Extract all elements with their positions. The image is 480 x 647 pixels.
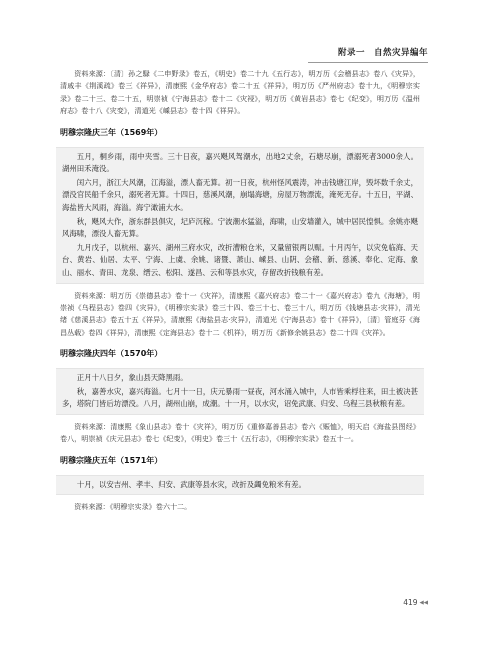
chronicle-paragraph: 五月，桐乡雨，雨中夹雪。三十日夜，嘉兴飓风驾潮水，出地2丈余，石塘尽崩，漂溺死者3000余人。湖州田禾淹没。 bbox=[62, 151, 418, 174]
chronicle-paragraph: 闰六月，浙江大风潮，江海溢，漂人畜无算。初一日夜，杭州怪风震涛，冲击钱塘江岸，毁坏数千余丈，漂没官民船千余只，溺死者无算。十四日，慈溪风潮，崩塌海塘，房屋万物漂流，淹死无存。十五日，平湖、海盐皆大风雨，海溢。海宁澉浦大水。 bbox=[62, 177, 418, 212]
source-note: 资料来源：〔清〕孙之騄《二申野录》卷五，《明史》卷二十九《五行志》，明万历《会稽县志》卷八《灾异》，清戚丰《荆溪疏》卷三《祥异》，清康熙《金华府志》卷二十五《祥异》，明万历《严州府志》卷十九，《明穆宗实录》卷二十三、卷二十五，明崇祯《宁海县志》卷十二《灾祲》，明万历《黄岩县志》卷七《纪变》，明万历《温州府志》卷十八《灾变》，清道光《嵊县志》卷十四《祥异》。 bbox=[60, 69, 420, 116]
chronicle-entries bbox=[56, 368, 424, 415]
chronicle-paragraph: 秋，嘉善水灾，嘉兴海溢。七月十一日，庆元暴雨一昼夜，河水涌入城中，人市皆乘桴往来，田土被决甚多，塔院门皆后坊漂没。八月，湖州山崩，成潮。十一月，以水灾，诏免武康、归安、乌程三县秋粮有差。 bbox=[62, 386, 418, 409]
section-heading: 明穆宗隆庆四年（1570年） bbox=[60, 349, 163, 359]
chronicle-entries bbox=[56, 147, 424, 284]
chronicle-paragraph: 十月，以安吉州、孝丰、归安、武康等县水灾，改折及蠲免粮米有差。 bbox=[76, 479, 306, 489]
page-number-text: 419 bbox=[403, 598, 418, 607]
chronicle-paragraph: 九月戊子，以杭州、嘉兴、湖州三府水灾，改折漕粮仓米，又量留银两以赈。十月丙午，以灾免临海、天台、黄岩、仙居、太平、宁海、上虞、余姚、诸暨、萧山、嵊县、山阴、会稽、新、慈溪、奉化、定海、象山、丽水、青田、龙泉、缙云、松阳、遂昌、云和等县水灾，存留改折钱粮有差。 bbox=[62, 242, 418, 277]
section-heading: 明穆宗隆庆三年（1569年） bbox=[60, 127, 163, 137]
chronicle-paragraph: 秋，飓风大作，浙东群县俱灾，圮庐沉稼。宁波潮水猛溢，海啸，山安墙灌入，城中居民惶惧。余姚亦飓风海啸，漂没人畜无算。 bbox=[62, 216, 418, 239]
section-heading: 明穆宗隆庆五年（1571年） bbox=[60, 455, 163, 465]
page-content bbox=[60, 68, 420, 516]
source-note: 资料来源：《明穆宗实录》卷六十二。 bbox=[74, 502, 192, 512]
page-number bbox=[403, 598, 428, 607]
source-note: 资料来源：明万历《崇德县志》卷十一《灾祥》，清康熙《嘉兴府志》卷二十一《嘉兴府志》卷九《海塘》，明崇祯《乌程县志》卷四《灾异》，《明穆宗实录》卷三十四、卷三十七、卷三十八，明万历《钱塘县志·灾祥》，清光绪《慈溪县志》卷五十五《祥异》，清康熙《海盐县志·灾异》，清道光《宁海县志》卷十《祥异》，〔清〕管庭芬《海昌丛载》卷四《祥异》，清康熙《定海县志》卷十二《机祥》，明万历《新修余姚县志》卷二十四《灾祥》。 bbox=[60, 290, 420, 337]
page-marker-icon: ◀◀ bbox=[419, 600, 428, 606]
running-header: 附录一 自然灾异编年 bbox=[308, 46, 428, 63]
source-note: 资料来源：清康熙《象山县志》卷十《灾祥》，明万历《重修嘉善县志》卷六《赈恤》，明天启《海盐县图经》卷八，明崇祯《庆元县志》卷七《纪变》，《明史》卷三十《五行志》，《明穆宗实录》卷五十一。 bbox=[60, 421, 420, 444]
chronicle-entries bbox=[56, 475, 424, 496]
chronicle-paragraph: 正月十八日夕，象山县天降黑雨。 bbox=[76, 373, 188, 383]
